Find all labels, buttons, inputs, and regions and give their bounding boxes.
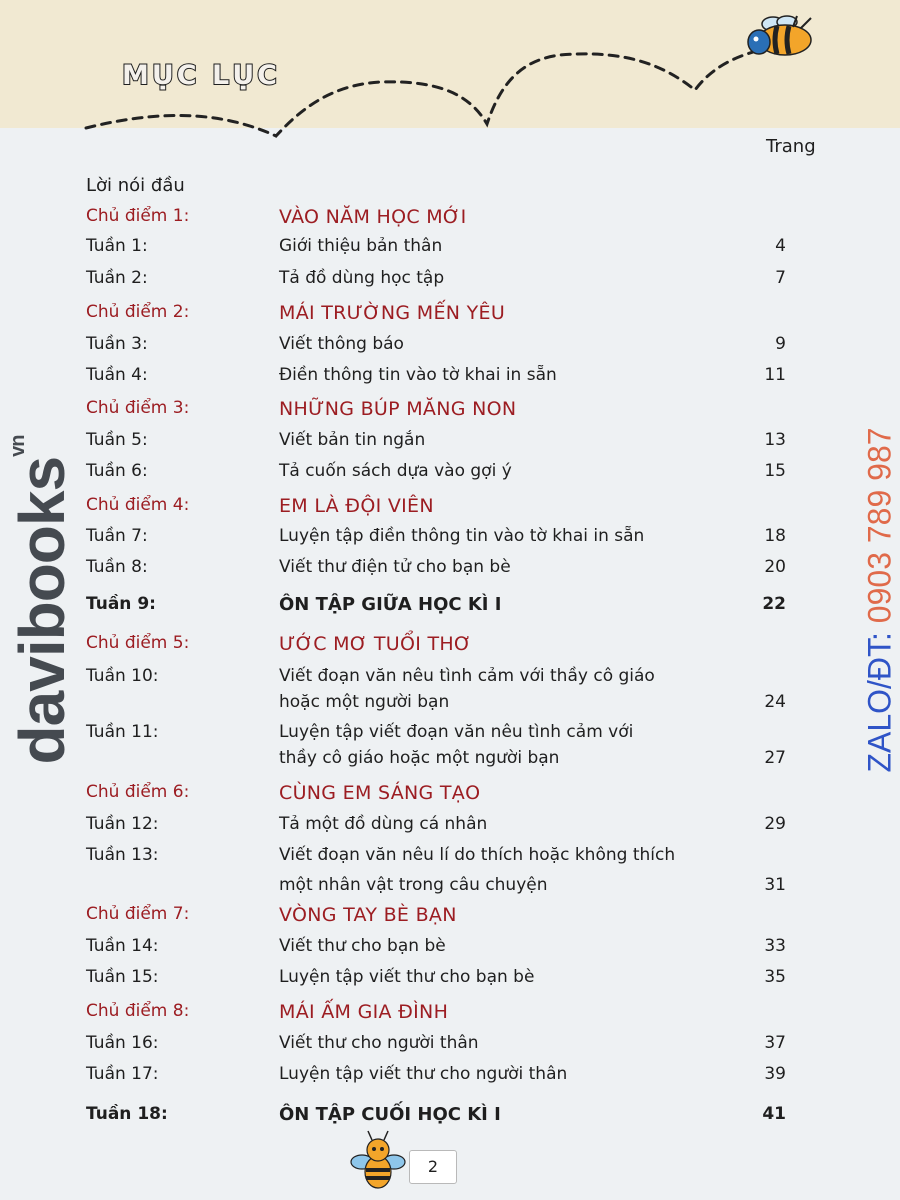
entry-title: VÀO NĂM HỌC MỚI bbox=[279, 206, 467, 228]
entry-title: EM LÀ ĐỘI VIÊN bbox=[279, 495, 434, 517]
entry-label: Tuần 2: bbox=[86, 268, 148, 288]
entry-title: ƯỚC MƠ TUỔI THƠ bbox=[279, 633, 472, 655]
entry-label: Tuần 16: bbox=[86, 1033, 159, 1053]
entry-title: ÔN TẬP GIỮA HỌC KÌ I bbox=[279, 594, 502, 615]
brand-suffix: vn bbox=[7, 435, 29, 457]
contact-watermark bbox=[862, 427, 899, 772]
entry-title: Viết thông báo bbox=[279, 334, 404, 354]
entry-label: Tuần 9: bbox=[86, 594, 156, 614]
entry-label: Tuần 12: bbox=[86, 814, 159, 834]
entry-title: một nhân vật trong câu chuyện bbox=[279, 875, 548, 895]
contact-label: ZALO/ĐT: bbox=[861, 632, 898, 773]
entry-title: ÔN TẬP CUỐI HỌC KÌ I bbox=[279, 1104, 501, 1125]
intro-entry: Lời nói đầu bbox=[86, 175, 185, 196]
entry-title: Giới thiệu bản thân bbox=[279, 236, 443, 256]
entry-title: Viết bản tin ngắn bbox=[279, 430, 426, 450]
entry-title: Luyện tập viết đoạn văn nêu tình cảm với bbox=[279, 722, 634, 742]
entry-label: Tuần 17: bbox=[86, 1064, 159, 1084]
entry-title: Luyện tập viết thư cho bạn bè bbox=[279, 967, 535, 987]
entry-label: Chủ điểm 8: bbox=[86, 1001, 190, 1021]
entry-page: 29 bbox=[764, 814, 786, 834]
entry-label: Chủ điểm 5: bbox=[86, 633, 190, 653]
entry-page: 20 bbox=[764, 557, 786, 577]
page-column-label: Trang bbox=[766, 136, 816, 157]
entry-title: NHỮNG BÚP MĂNG NON bbox=[279, 398, 517, 420]
entry-page: 24 bbox=[764, 692, 786, 712]
entry-label: Chủ điểm 3: bbox=[86, 398, 190, 418]
entry-page: 33 bbox=[764, 936, 786, 956]
entry-label: Tuần 7: bbox=[86, 526, 148, 546]
entry-label: Tuần 4: bbox=[86, 365, 148, 385]
entry-page: 9 bbox=[775, 334, 786, 354]
entry-title: Luyện tập viết thư cho người thân bbox=[279, 1064, 568, 1084]
bee-icon bbox=[348, 1128, 408, 1194]
entry-title: CÙNG EM SÁNG TẠO bbox=[279, 782, 481, 804]
entry-title: Luyện tập điền thông tin vào tờ khai in sẵn bbox=[279, 526, 645, 546]
entry-title: Tả một đồ dùng cá nhân bbox=[279, 814, 488, 834]
page-number: 2 bbox=[409, 1150, 457, 1184]
entry-page: 37 bbox=[764, 1033, 786, 1053]
entry-label: Chủ điểm 6: bbox=[86, 782, 190, 802]
entry-label: Tuần 5: bbox=[86, 430, 148, 450]
entry-page: 11 bbox=[764, 365, 786, 385]
page-title: MỤC LỤC bbox=[122, 60, 280, 91]
entry-label: Tuần 11: bbox=[86, 722, 159, 742]
entry-title: hoặc một người bạn bbox=[279, 692, 450, 712]
entry-label: Chủ điểm 2: bbox=[86, 302, 190, 322]
entry-page: 27 bbox=[764, 748, 786, 768]
entry-page: 4 bbox=[775, 236, 786, 256]
contact-number: 0903 789 987 bbox=[861, 427, 898, 624]
entry-page: 15 bbox=[764, 461, 786, 481]
entry-page: 35 bbox=[764, 967, 786, 987]
entry-label: Tuần 18: bbox=[86, 1104, 168, 1124]
entry-page: 31 bbox=[764, 875, 786, 895]
entry-title: VÒNG TAY BÈ BẠN bbox=[279, 904, 457, 926]
entry-page: 41 bbox=[762, 1104, 786, 1124]
entry-title: Tả cuốn sách dựa vào gợi ý bbox=[279, 461, 512, 481]
brand-watermark bbox=[5, 436, 79, 765]
entry-title: MÁI ẤM GIA ĐÌNH bbox=[279, 1001, 449, 1023]
entry-label: Tuần 14: bbox=[86, 936, 159, 956]
entry-page: 39 bbox=[764, 1064, 786, 1084]
entry-label: Tuần 13: bbox=[86, 845, 159, 865]
entry-title: Viết đoạn văn nêu tình cảm với thầy cô giáo bbox=[279, 666, 655, 686]
entry-title: Điền thông tin vào tờ khai in sẵn bbox=[279, 365, 557, 385]
entry-label: Chủ điểm 4: bbox=[86, 495, 190, 515]
entry-label: Tuần 6: bbox=[86, 461, 148, 481]
entry-label: Tuần 1: bbox=[86, 236, 148, 256]
entry-title: thầy cô giáo hoặc một người bạn bbox=[279, 748, 560, 768]
bee-icon bbox=[748, 16, 811, 55]
entry-label: Chủ điểm 1: bbox=[86, 206, 190, 226]
entry-title: Tả đồ dùng học tập bbox=[279, 268, 445, 288]
entry-page: 22 bbox=[762, 594, 786, 614]
entry-label: Tuần 15: bbox=[86, 967, 159, 987]
entry-page: 7 bbox=[775, 268, 786, 288]
brand-name: davibooks bbox=[6, 456, 78, 765]
entry-title: MÁI TRƯỜNG MẾN YÊU bbox=[279, 302, 506, 324]
entry-page: 13 bbox=[764, 430, 786, 450]
entry-page: 18 bbox=[764, 526, 786, 546]
entry-title: Viết thư điện tử cho bạn bè bbox=[279, 557, 511, 577]
entry-title: Viết thư cho người thân bbox=[279, 1033, 479, 1053]
entry-label: Tuần 10: bbox=[86, 666, 159, 686]
entry-label: Chủ điểm 7: bbox=[86, 904, 190, 924]
entry-label: Tuần 8: bbox=[86, 557, 148, 577]
entry-label: Tuần 3: bbox=[86, 334, 148, 354]
dashed-flight-path bbox=[0, 0, 900, 200]
entry-title: Viết đoạn văn nêu lí do thích hoặc không thích bbox=[279, 845, 676, 865]
entry-title: Viết thư cho bạn bè bbox=[279, 936, 446, 956]
